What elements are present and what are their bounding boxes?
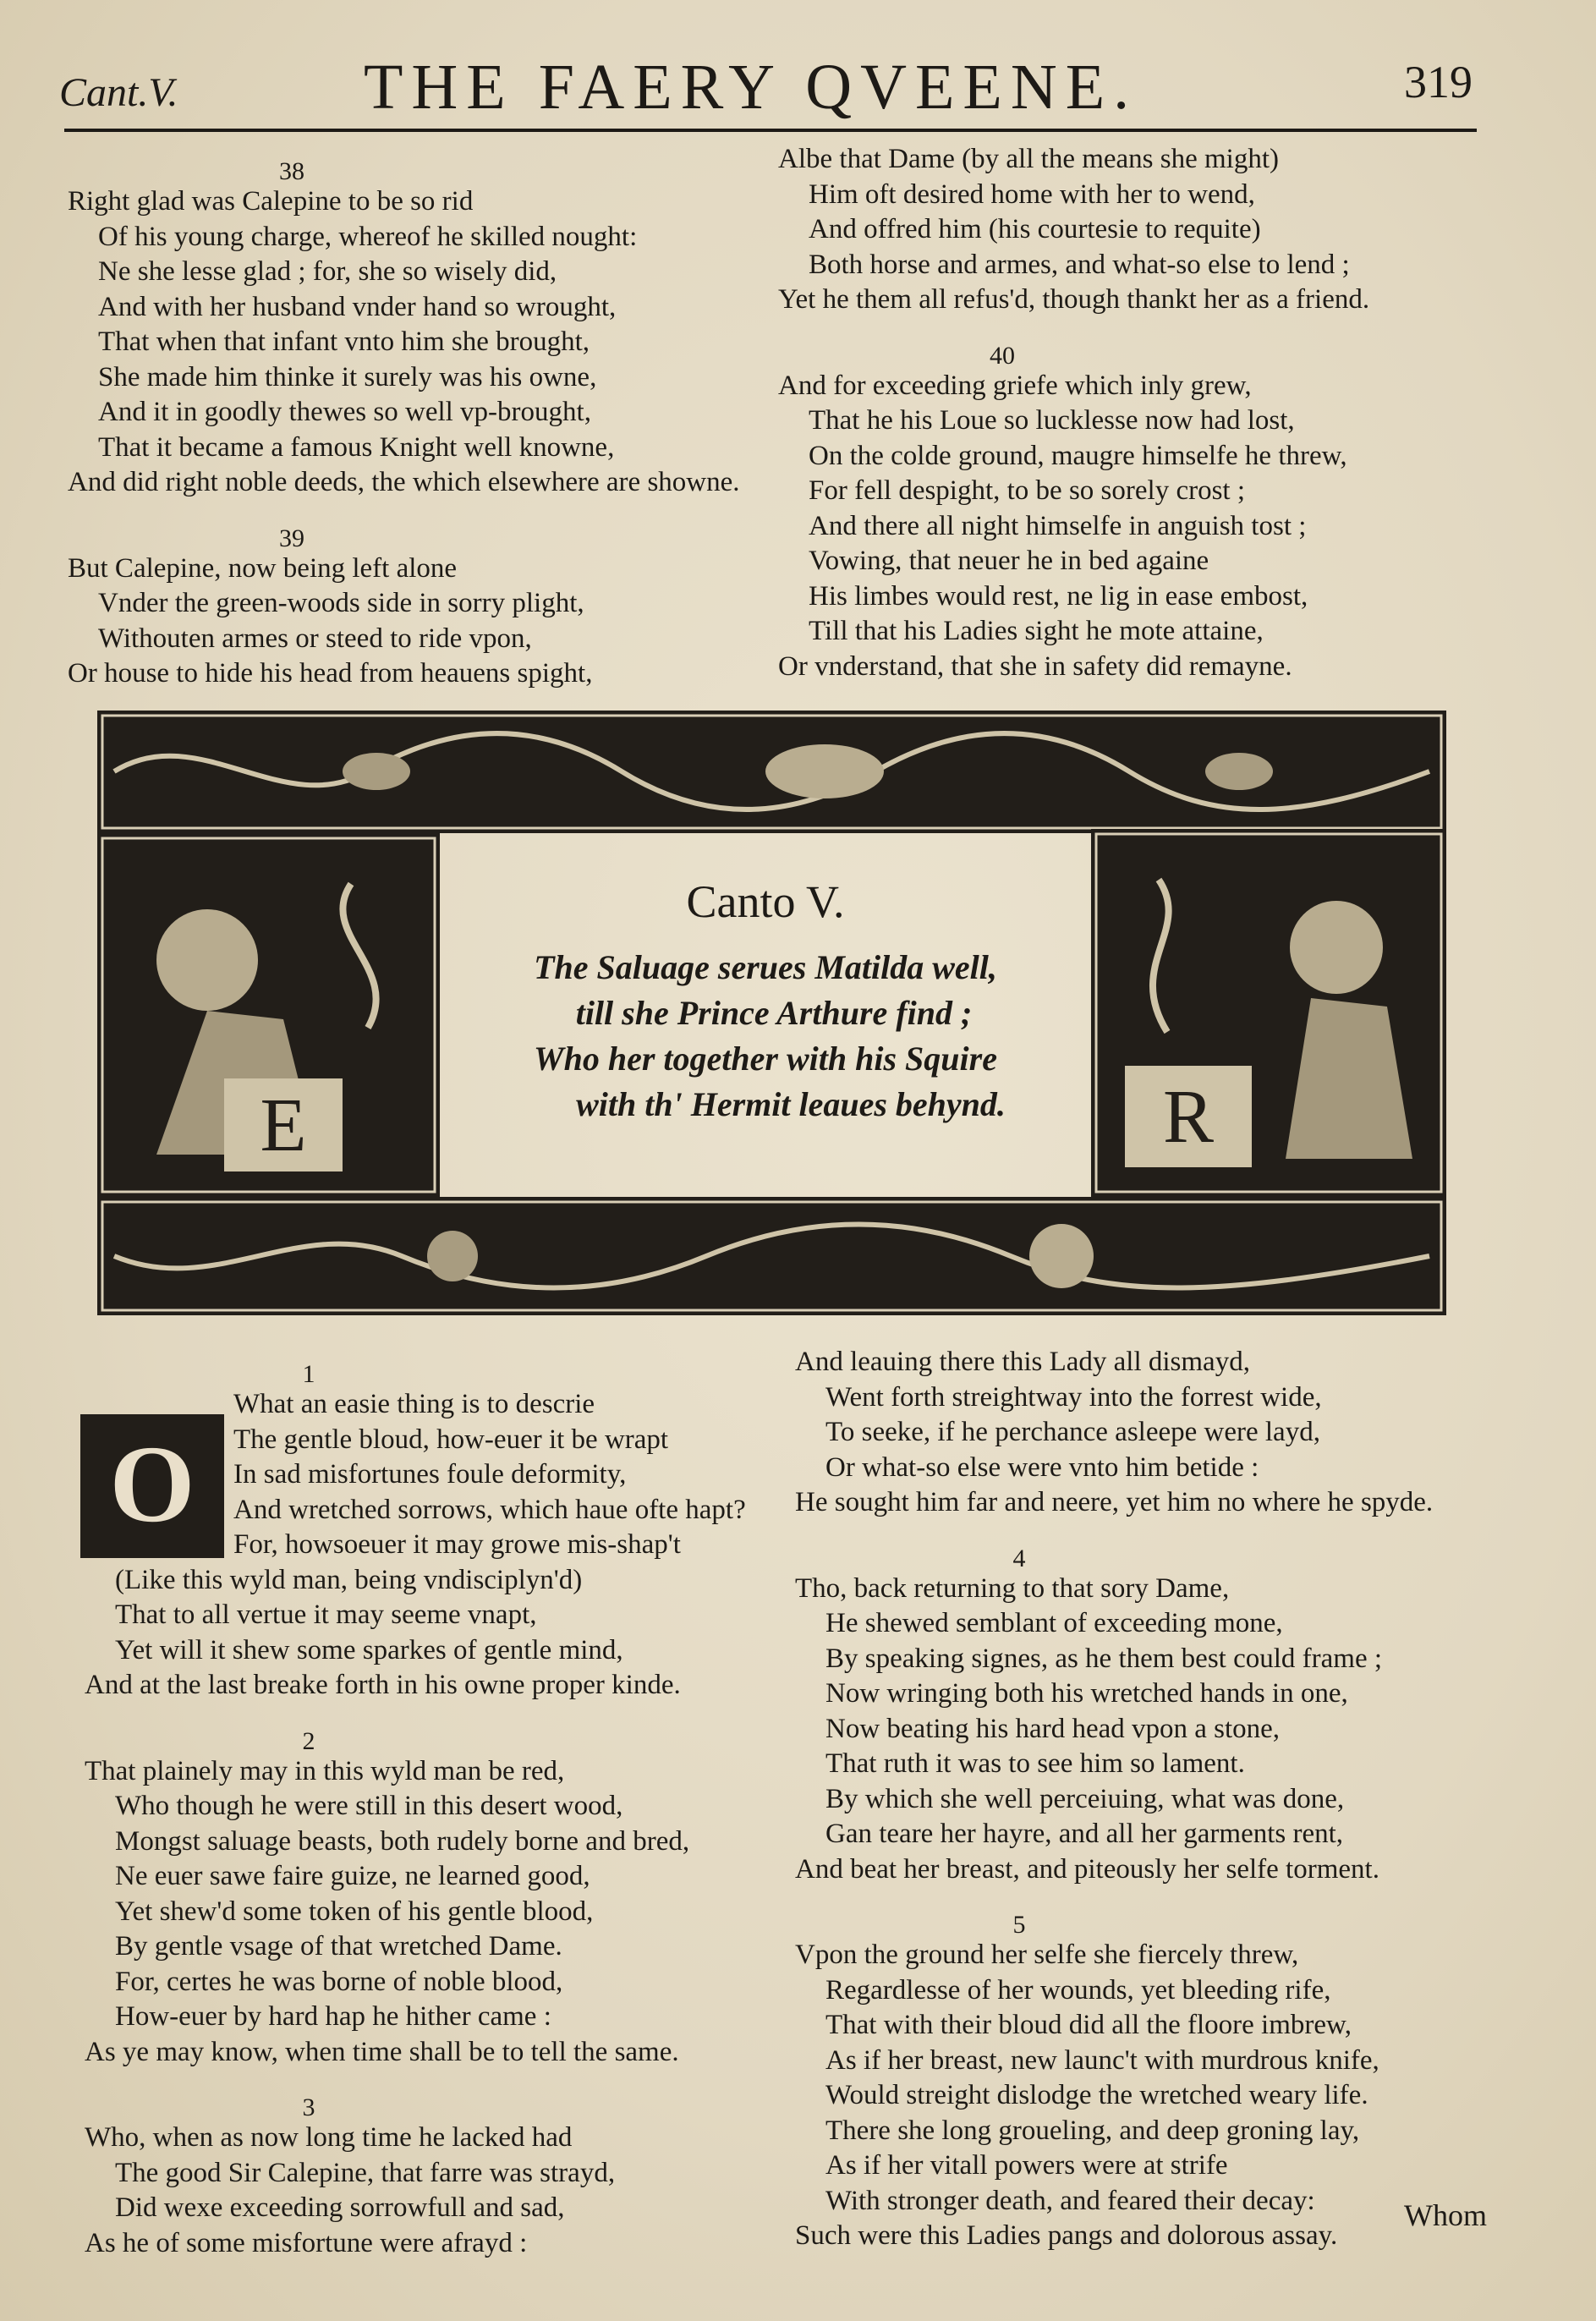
verse-line: He sought him far and neere, yet him no where he spyde.: [795, 1487, 1434, 1517]
verse-line: With stronger death, and feared their decay:: [825, 2185, 1315, 2216]
verse-line: And wretched sorrows, which haue ofte hapt?: [233, 1494, 746, 1525]
verse-line: Of his young charge, whereof he skilled nought:: [98, 221, 638, 252]
verse-line: Who though he were still in this desert wood,: [115, 1791, 623, 1821]
stanza-number: 5: [1012, 1911, 1026, 1939]
verse-line: Or house to hide his head from heauens spight,: [68, 658, 593, 689]
verse-line: The good Sir Calepine, that farre was strayd,: [115, 2157, 616, 2188]
verse-line: As if her breast, new launc't with murdrous knife,: [825, 2044, 1379, 2076]
verse-line: That to all vertue it may seeme vnapt,: [115, 1599, 537, 1630]
verse-line: And with her husband vnder hand so wrought,: [98, 291, 617, 322]
verse-line: (Like this wyld man, being vndisciplyn'd): [115, 1564, 583, 1595]
woodcut-left: [97, 833, 440, 1197]
verse-line: Vowing, that neuer he in bed againe: [809, 546, 1209, 576]
verse-line: For, certes he was borne of noble blood,: [115, 1966, 563, 1997]
ornament-band-bottom: [97, 1197, 1446, 1315]
argument-line: The Saluage serues Matilda well,: [534, 948, 997, 986]
verse-line: Who, when as now long time he lacked had: [85, 2122, 573, 2153]
verse-line: And leauing there this Lady all dismayd,: [795, 1347, 1250, 1377]
canto-reference: Cant.V.: [59, 70, 178, 115]
verse-line: And offred him (his courtesie to requite): [809, 214, 1261, 244]
verse-line: Such were this Ladies pangs and dolorous assay.: [795, 2220, 1338, 2251]
verse-line: Would streight dislodge the wretched weary life.: [825, 2080, 1368, 2110]
verse-line: Regardlesse of her wounds, yet bleeding rife,: [825, 1974, 1331, 2005]
verse-line: To seeke, if he perchance asleepe were layd,: [825, 1417, 1320, 1447]
stanza-number: 39: [279, 524, 304, 552]
verse-line: Now wringing both his wretched hands in one,: [825, 1678, 1348, 1709]
verse-line: Or what-so else were vnto him betide :: [825, 1451, 1259, 1483]
column-bottom-left: [85, 1362, 787, 2286]
column-top-left: [68, 159, 770, 717]
stanza: [68, 159, 770, 501]
verse-line: That it became a famous Knight well knowne,: [98, 431, 615, 463]
stanza: [85, 2095, 787, 2261]
verse-line: The gentle bloud, how-euer it be wrapt: [233, 1424, 669, 1455]
canto-heading: [440, 833, 1091, 1197]
verse-line: For, howsoeuer it may growe mis-shap't: [233, 1529, 681, 1560]
argument-line: with th' Hermit leaues behynd.: [576, 1085, 1006, 1123]
verse-line: Now beating his hard head vpon a stone,: [825, 1713, 1281, 1744]
verse-line: She made him thinke it surely was his owne,: [98, 361, 597, 392]
running-header: [59, 34, 1480, 127]
stanza-number: 4: [1012, 1544, 1026, 1572]
verse-line: Withouten armes or steed to ride vpon,: [98, 623, 532, 654]
stanza-number: 2: [302, 1726, 315, 1755]
rampant-beast-woodcut-icon: [1091, 829, 1446, 1197]
verse-line: Yet will it shew some sparkes of gentle mind,: [115, 1634, 623, 1665]
stanza: [778, 343, 1480, 685]
verse-line: Ne euer sawe faire guize, ne learned good,: [115, 1861, 590, 1891]
verse-line: Vpon the ground her selfe she fiercely threw,: [795, 1940, 1299, 1970]
argument-line: till she Prince Arthure find ;: [575, 994, 973, 1032]
stanza-number: 3: [302, 2093, 315, 2121]
verse-line: His limbes would rest, ne lig in ease embost,: [809, 580, 1308, 612]
canto-title: Canto V.: [686, 876, 845, 927]
verse-line: By which she well perceiuing, what was done,: [825, 1783, 1345, 1814]
verse-line: Right glad was Calepine to be so rid: [68, 186, 474, 217]
stanza: [85, 1726, 787, 2071]
column-top-right: [778, 142, 1480, 710]
verse-line: In sad misfortunes foule deformity,: [233, 1459, 627, 1490]
page-number: 319: [1404, 57, 1473, 107]
woodcut-right: [1091, 829, 1446, 1197]
woodcut-letter-r: R: [1162, 1075, 1215, 1159]
verse-line: As he of some misfortune were afrayd :: [85, 2227, 528, 2258]
stanza: [795, 1912, 1497, 2254]
verse-line: Tho, back returning to that sory Dame,: [795, 1572, 1230, 1604]
stanza: [778, 142, 1480, 318]
drop-cap-letter: O: [109, 1424, 195, 1545]
verse-line: That he his Loue so lucklesse now had lost,: [809, 405, 1295, 436]
catchword: Whom: [1404, 2198, 1487, 2232]
verse-line: What an easie thing is to descrie: [233, 1389, 595, 1419]
verse-line: By speaking signes, as he them best could frame ;: [825, 1643, 1383, 1674]
verse-line: Albe that Dame (by all the means she might): [778, 144, 1280, 174]
verse-line: That with their bloud did all the floore imbrew,: [825, 2010, 1352, 2040]
verse-line: He shewed semblant of exceeding mone,: [825, 1608, 1283, 1638]
verse-line: That when that infant vnto him she brought,: [98, 326, 590, 357]
verse-line: Mongst saluage beasts, both rudely borne and bred,: [115, 1825, 690, 1857]
verse-line: There she long groueling, and deep groning lay,: [825, 2115, 1360, 2146]
verse-line: Yet shew'd some token of his gentle blood,: [115, 1896, 594, 1927]
verse-line: Till that his Ladies sight he mote attaine,: [809, 616, 1264, 646]
verse-line: For fell despight, to be so sorely crost ;: [809, 475, 1246, 506]
lion-woodcut-icon: [97, 833, 440, 1197]
verse-line: As if her vitall powers were at strife: [825, 2150, 1228, 2181]
stanza: [795, 1546, 1497, 1888]
verse-line: On the colde ground, maugre himselfe he threw,: [809, 440, 1347, 471]
verse-line: But Calepine, now being left alone: [68, 552, 458, 584]
verse-line: Ne she lesse glad ; for, she so wisely did,: [98, 256, 557, 287]
verse-line: Him oft desired home with her to wend,: [809, 178, 1255, 210]
column-bottom-right: [795, 1345, 1497, 2280]
verse-line: That ruth it was to see him so lament.: [825, 1748, 1245, 1779]
verse-line: And did right noble deeds, the which elsewhere are showne.: [68, 467, 740, 497]
verse-line: And for exceeding griefe which inly grew,: [778, 370, 1252, 401]
verse-line: That plainely may in this wyld man be red,: [85, 1755, 565, 1786]
verse-line: And beat her breast, and piteously her selfe torment.: [795, 1853, 1379, 1885]
argument-line: Who her together with his Squire: [534, 1040, 997, 1078]
stanza: [68, 526, 770, 692]
verse-line: Both horse and armes, and what-so else to lend ;: [809, 249, 1350, 280]
ornament-vines-icon: [97, 711, 1446, 833]
book-title: THE FAERY QVEENE.: [364, 52, 1138, 123]
verse-line: How-euer by hard hap he hither came :: [115, 2001, 551, 2032]
verse-line: And at the last breake forth in his owne proper kinde.: [85, 1670, 681, 1700]
woodcut-letter-e: E: [260, 1084, 307, 1167]
stanza-number: 40: [990, 341, 1015, 370]
stanza: [795, 1345, 1497, 1521]
header-rule: [64, 129, 1477, 132]
verse-line: By gentle vsage of that wretched Dame.: [115, 1931, 562, 1962]
stanza-number: 38: [279, 157, 304, 185]
verse-line: And it in goodly thewes so well vp-brought,: [98, 397, 591, 427]
ornament-foliage-icon: [97, 1197, 1446, 1315]
verse-line: Vnder the green-woods side in sorry plight,: [98, 588, 584, 618]
verse-line: Did wexe exceeding sorrowfull and sad,: [115, 2192, 565, 2223]
verse-line: Yet he them all refus'd, though thankt her as a friend.: [778, 284, 1370, 315]
ornament-band-top: [97, 711, 1446, 833]
verse-line: Gan teare her hayre, and all her garments rent,: [825, 1819, 1344, 1849]
verse-line: Or vnderstand, that she in safety did remayne.: [778, 650, 1292, 682]
canto-argument: [440, 945, 1091, 1128]
verse-line: And there all night himselfe in anguish tost ;: [809, 510, 1307, 541]
verse-line: As ye may know, when time shall be to tell the same.: [85, 2036, 679, 2067]
stanza-number: 1: [302, 1360, 315, 1388]
stanza: [85, 1362, 787, 1704]
verse-line: Went forth streightway into the forrest wide,: [825, 1381, 1322, 1413]
